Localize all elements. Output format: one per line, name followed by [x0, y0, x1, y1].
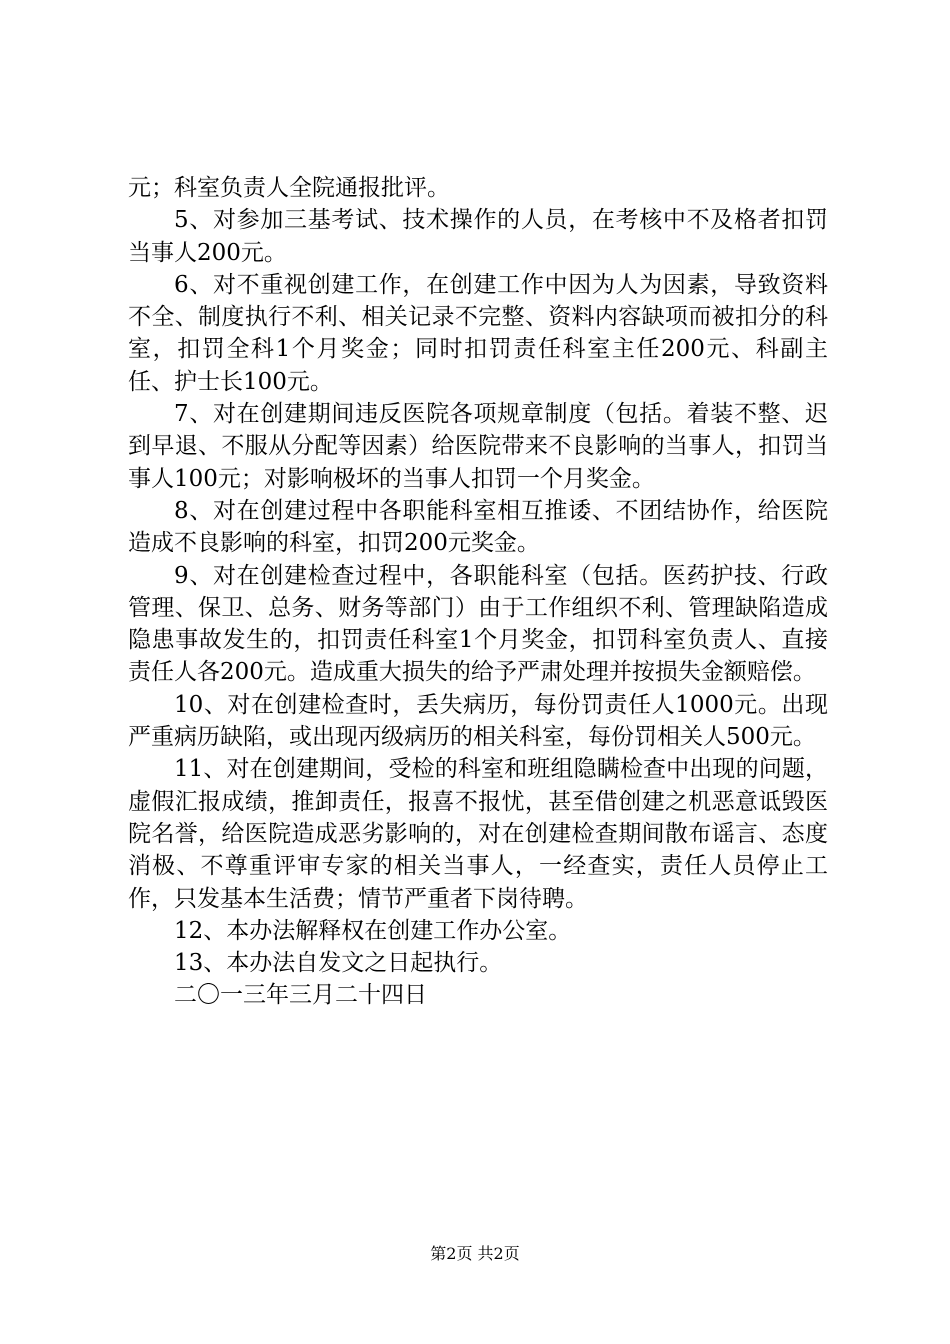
document-body [128, 172, 828, 1012]
document-date: 二〇一三年三月二十四日 [174, 982, 427, 1009]
paragraph-item-5: 5、对参加三基考试、技术操作的人员，在考核中不及格者扣罚当事人200元。 [128, 207, 828, 266]
paragraph-item-10: 10、对在创建检查时，丢失病历，每份罚责任人1000元。出现严重病历缺陷，或出现丙级病历的相关科室，每份罚相关人500元。 [128, 691, 828, 751]
paragraph-item-6: 6、对不重视创建工作，在创建工作中因为人为因素，导致资料不全、制度执行不利、相关记录不完整、资料内容缺项而被扣分的科室，扣罚全科1个月奖金；同时扣罚责任科室主任200元、科副主任、护士长100元。 [128, 271, 828, 395]
paragraph-item-13: 13、本办法自发文之日起执行。 [174, 950, 503, 977]
paragraph-continuation: 元；科室负责人全院通报批评。 [128, 175, 450, 201]
page-number-label: 第2页 共2页 [430, 1244, 520, 1263]
paragraph-item-11: 11、对在创建期间，受检的科室和班组隐瞒检查中出现的问题，虚假汇报成绩，推卸责任，报喜不报忧，甚至借创建之机恶意诋毁医院名誉，给医院造成恶劣影响的，对在创建检查期间散布谣言、态度消极、不尊重评审专家的相关当事人，一经查实，责任人员停止工作，只发基本生活费；情节严重者下岗待聘。 [128, 756, 828, 912]
paragraph-item-9: 9、对在创建检查过程中，各职能科室（包括。医药护技、行政管理、保卫、总务、财务等部门）由于工作组织不利、管理缺陷造成隐患事故发生的，扣罚责任科室1个月奖金，扣罚科室负责人、直接责任人各200元。造成重大损失的给予严肃处理并按损失金额赔偿。 [128, 562, 828, 686]
paragraph-item-8: 8、对在创建过程中各职能科室相互推诿、不团结协作，给医院造成不良影响的科室，扣罚200元奖金。 [128, 497, 828, 557]
paragraph-item-7: 7、对在创建期间违反医院各项规章制度（包括。着装不整、迟到早退、不服从分配等因素）给医院带来不良影响的当事人，扣罚当事人100元；对影响极坏的当事人扣罚一个月奖金。 [128, 401, 828, 492]
paragraph-item-12: 12、本办法解释权在创建工作办公室。 [174, 917, 572, 944]
page-footer [0, 1244, 950, 1264]
